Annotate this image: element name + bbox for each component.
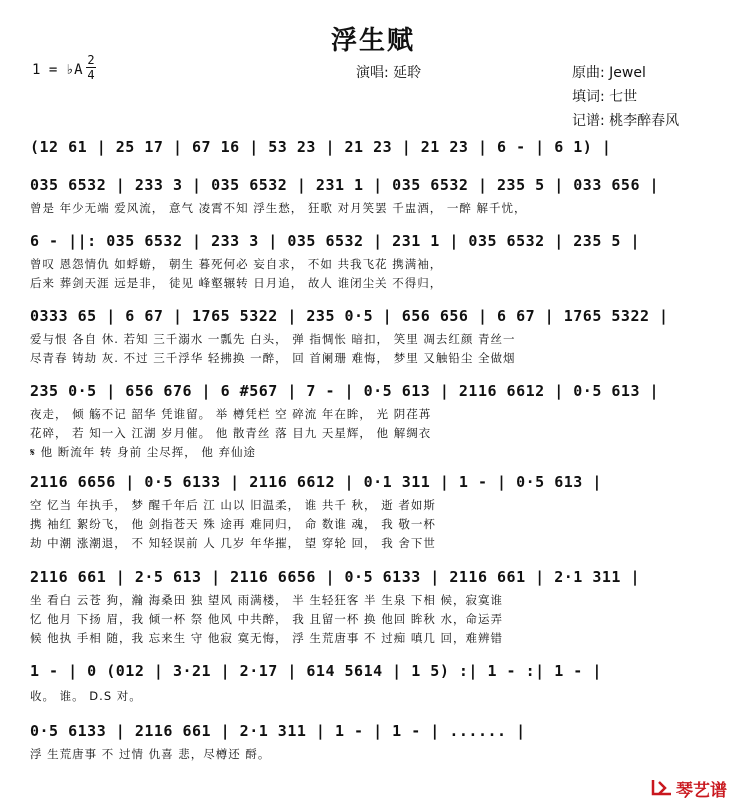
system-6 <box>30 473 720 551</box>
qinyipu-logo-icon <box>651 778 673 796</box>
system-7 <box>30 568 720 646</box>
lyric-line: 爱与恨 各自 休. 若知 三千溺水 一瓢先 白头， 弹 指惆怅 暗扣， 笑里 凋去红颜 青丝一 <box>30 332 516 346</box>
watermark-text: 琴艺谱 <box>676 781 727 801</box>
lyric-line: 夜走， 倾 觞不记 韶华 凭谁留。 举 樽凭栏 空 碎流 年在眸， 光 阴荏苒 <box>30 407 432 421</box>
system-1 <box>30 138 720 156</box>
lyric-line: 𝄋 他 断流年 转 身前 尘尽挥， 他 弃仙途 <box>30 445 257 459</box>
lyric-line: 曾是 年少无端 爱风流， 意气 凌霄不知 浮生愁， 狂歌 对月笑罢 千盅酒， 一醉 解千忧， <box>30 201 527 215</box>
notation-line: 0333 65 | 6 67 | 1765 5322 | 235 0·5 | 656 656 | 6 67 | 1765 5322 | <box>30 307 669 325</box>
lyric-line: 后来 葬剑天涯 远是非， 徒见 峰壑辗转 日月追， 故人 谁闭尘关 不得归， <box>30 276 443 290</box>
singer: 演唱: 延聆 <box>356 65 422 81</box>
lyric-line: 坐 看白 云苍 狗，瀚 海桑田 独 望风 雨满楼， 半 生轻狂客 半 生泉 下相 候，寂寞谁 <box>30 593 504 607</box>
notation-line: 1 - | 0 (012 | 3·21 | 2·17 | 614 5614 | 1 5) :| 1 - :| 1 - | <box>30 662 602 680</box>
notation-line: 2116 6656 | 0·5 6133 | 2116 6612 | 0·1 311 | 1 - | 0·5 613 | <box>30 473 602 491</box>
notation-line: 0·5 6133 | 2116 661 | 2·1 311 | 1 - | 1 - | ...... | <box>30 722 526 740</box>
key-signature: 1 = ♭A <box>32 62 83 78</box>
lyric-line: 浮 生荒唐事 不 过情 仇喜 悲，尽樽还 酹。 <box>30 747 271 761</box>
lyric-line: 收。 谁。 D.S 对。 <box>30 689 142 703</box>
time-top: 2 <box>87 53 95 67</box>
lyric-line: 花碎， 若 知一入 江湖 岁月催。 他 散青丝 落 目九 天星辉， 他 解绸衣 <box>30 426 432 440</box>
notation-line: 2116 661 | 2·5 613 | 2116 6656 | 0·5 6133 | 2116 661 | 2·1 311 | <box>30 568 640 586</box>
notation-line: 035 6532 | 233 3 | 035 6532 | 231 1 | 035 6532 | 235 5 | 033 656 | <box>30 176 660 194</box>
lyric-line: 尽青春 铸劫 灰. 不过 三千浮华 轻拂换 一醉， 回 首阑珊 难悔， 梦里 又触铅尘 全做烟 <box>30 351 516 365</box>
system-3 <box>30 232 720 291</box>
system-8 <box>30 662 720 704</box>
lyric-line: 携 袖红 絮纷飞， 他 剑指苍天 殊 途再 难同归， 命 数谁 魂， 我 敬一杯 <box>30 517 436 531</box>
song-title: 浮生赋 <box>330 26 415 56</box>
lyric-line: 劫 中潮 涨潮退， 不 知轻误前 人 几岁 年华摧， 望 穿轮 回， 我 舍下世 <box>30 536 436 550</box>
system-9 <box>30 722 720 762</box>
time-signature <box>86 54 96 81</box>
system-2 <box>30 176 720 216</box>
system-4 <box>30 307 720 366</box>
time-bottom: 4 <box>87 68 95 82</box>
lyricist: 填词: 七世 <box>572 89 638 105</box>
lyric-line: 候 他执 手相 随，我 忘来生 守 他寂 寞无悔， 浮 生荒唐事 不 过痴 嗔几 回，难辨错 <box>30 631 504 645</box>
notation-line: 235 0·5 | 656 676 | 6 #567 | 7 - | 0·5 613 | 2116 6612 | 0·5 613 | <box>30 382 660 400</box>
composer: 原曲: Jewel <box>572 65 646 81</box>
notation-line: (12 61 | 25 17 | 67 16 | 53 23 | 21 23 | 21 23 | 6 - | 6 1) | <box>30 138 612 156</box>
lyric-line: 忆 他月 下扬 眉，我 倾一杯 祭 他风 中共醉， 我 且留一杯 换 他回 眸秋 水，命运弄 <box>30 612 504 626</box>
notation-line: 6 - ||: 035 6532 | 233 3 | 035 6532 | 231 1 | 035 6532 | 235 5 | <box>30 232 640 250</box>
lyric-line: 曾叹 恩怨情仇 如蜉蝣， 朝生 暮死何必 妄自求， 不如 共我飞花 携满袖， <box>30 257 443 271</box>
transcriber: 记谱: 桃李醉春风 <box>572 113 680 129</box>
system-5 <box>30 382 720 460</box>
lyric-line: 空 忆当 年执手， 梦 醒千年后 江 山以 旧温柔， 谁 共千 秋， 逝 者如斯 <box>30 498 436 512</box>
